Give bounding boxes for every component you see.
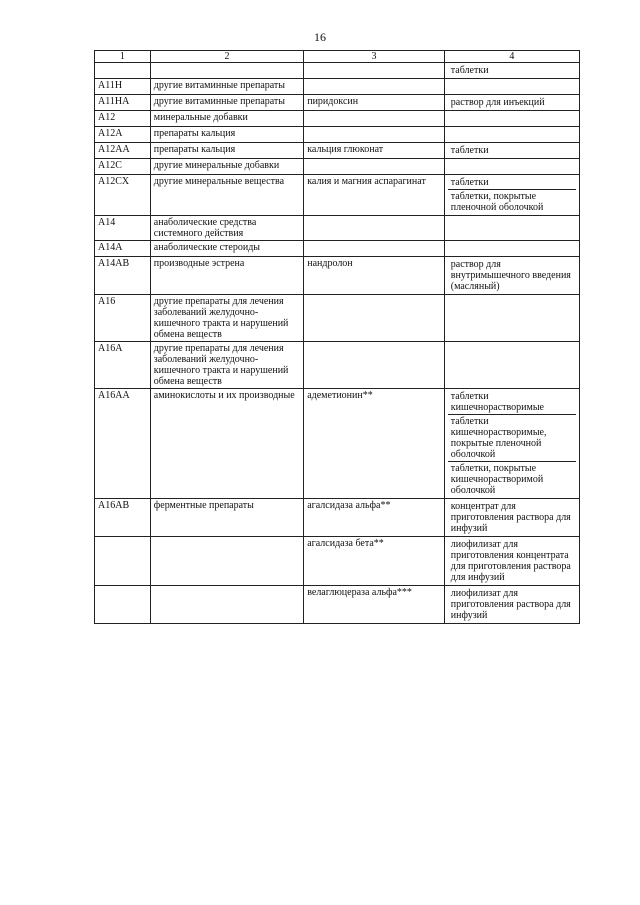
group-name-cell	[150, 63, 303, 79]
table-row	[95, 389, 580, 499]
dosage-form: таблетки, покрытые пленочной оболочкой	[448, 189, 576, 214]
table-row	[95, 586, 580, 624]
dosage-form	[448, 343, 576, 356]
column-header-4: 4	[444, 51, 579, 63]
group-name-cell: минеральные добавки	[150, 111, 303, 127]
dosage-form-cell	[444, 241, 579, 257]
substance-cell: калия и магния аспарагинат	[304, 175, 445, 216]
substance-cell: агалсидаза бета**	[304, 537, 445, 586]
atc-code-cell: A16A	[95, 342, 151, 389]
dosage-form-cell	[444, 95, 579, 111]
dosage-form-cell	[444, 537, 579, 586]
dosage-form: таблетки	[450, 145, 489, 156]
atc-code-cell: A16AA	[95, 389, 151, 499]
group-name-cell: другие витаминные препараты	[150, 95, 303, 111]
dosage-form: раствор для внутримышечного введения (масляный)	[450, 259, 571, 292]
substance-cell	[304, 295, 445, 342]
substance-cell: велаглюцераза альфа***	[304, 586, 445, 624]
dosage-form-cell	[444, 159, 579, 175]
column-header-2: 2	[150, 51, 303, 63]
dosage-form-cell	[444, 257, 579, 295]
table-row	[95, 95, 580, 111]
atc-code-cell: A14	[95, 216, 151, 241]
group-name-cell: анаболические средства системного действия	[150, 216, 303, 241]
atc-code-cell: A14AB	[95, 257, 151, 295]
dosage-form	[448, 217, 576, 230]
group-name-cell: другие витаминные препараты	[150, 79, 303, 95]
dosage-form-cell	[444, 342, 579, 389]
substance-cell	[304, 159, 445, 175]
substance-cell: нандролон	[304, 257, 445, 295]
substance-cell	[304, 63, 445, 79]
atc-code-cell	[95, 537, 151, 586]
dosage-form-cell	[444, 63, 579, 79]
atc-code-cell: A12	[95, 111, 151, 127]
substance-cell: агалсидаза альфа**	[304, 499, 445, 537]
substance-cell	[304, 216, 445, 241]
dosage-form-cell	[444, 143, 579, 159]
group-name-cell: анаболические стероиды	[150, 241, 303, 257]
table-row	[95, 499, 580, 537]
table-header	[95, 51, 580, 63]
dosage-form	[448, 80, 576, 93]
substance-cell	[304, 79, 445, 95]
dosage-form: концентрат для приготовления раствора для инфузий	[450, 501, 571, 534]
dosage-form: таблетки	[450, 65, 489, 76]
substance-cell	[304, 342, 445, 389]
group-name-cell: препараты кальция	[150, 143, 303, 159]
group-name-cell: производные эстрена	[150, 257, 303, 295]
drug-table	[94, 50, 580, 624]
group-name-cell: другие минеральные вещества	[150, 175, 303, 216]
dosage-form-cell	[444, 295, 579, 342]
group-name-cell: ферментные препараты	[150, 499, 303, 537]
substance-cell: кальция глюконат	[304, 143, 445, 159]
atc-code-cell: A12C	[95, 159, 151, 175]
table-row	[95, 257, 580, 295]
atc-code-cell: A11H	[95, 79, 151, 95]
atc-code-cell	[95, 586, 151, 624]
dosage-form	[448, 296, 576, 309]
atc-code-cell: A12AA	[95, 143, 151, 159]
dosage-form: таблетки	[450, 177, 489, 188]
substance-cell: пиридоксин	[304, 95, 445, 111]
dosage-form: таблетки, покрытые кишечнорастворимой оболочкой	[448, 461, 576, 497]
table-row	[95, 63, 580, 79]
dosage-form	[448, 160, 576, 173]
atc-code-cell: A12A	[95, 127, 151, 143]
group-name-cell: аминокислоты и их производные	[150, 389, 303, 499]
table-row	[95, 175, 580, 216]
table-row	[95, 537, 580, 586]
dosage-form: лиофилизат для приготовления раствора для инфузий	[450, 588, 571, 621]
dosage-form-cell	[444, 216, 579, 241]
table-body	[95, 63, 580, 624]
substance-cell: адеметионин**	[304, 389, 445, 499]
dosage-form-cell	[444, 586, 579, 624]
table-row	[95, 79, 580, 95]
dosage-form	[448, 242, 576, 255]
atc-code-cell: A16AB	[95, 499, 151, 537]
table-row	[95, 342, 580, 389]
group-name-cell: другие препараты для лечения заболеваний желудочно-кишечного тракта и нарушений обмена веществ	[150, 342, 303, 389]
dosage-form: таблетки кишечнорастворимые	[450, 391, 544, 413]
atc-code-cell: A11HA	[95, 95, 151, 111]
substance-cell	[304, 241, 445, 257]
dosage-form: раствор для инъекций	[450, 97, 545, 108]
table-row	[95, 111, 580, 127]
dosage-form-cell	[444, 79, 579, 95]
atc-code-cell	[95, 63, 151, 79]
page-number: 16	[314, 30, 326, 44]
column-header-3: 3	[304, 51, 445, 63]
dosage-form-cell	[444, 499, 579, 537]
table-row	[95, 127, 580, 143]
substance-cell	[304, 127, 445, 143]
header-row	[95, 51, 580, 63]
table-row	[95, 241, 580, 257]
dosage-form-cell	[444, 111, 579, 127]
atc-code-cell: A12CX	[95, 175, 151, 216]
group-name-cell	[150, 586, 303, 624]
dosage-form	[448, 128, 576, 141]
group-name-cell: другие препараты для лечения заболеваний желудочно-кишечного тракта и нарушений обмена веществ	[150, 295, 303, 342]
dosage-form-cell	[444, 175, 579, 216]
table-row	[95, 143, 580, 159]
dosage-form: лиофилизат для приготовления концентрата для приготовления раствора для инфузий	[450, 539, 571, 583]
dosage-form-cell	[444, 389, 579, 499]
column-header-1: 1	[95, 51, 151, 63]
dosage-form	[448, 112, 576, 125]
table-row	[95, 216, 580, 241]
table-row	[95, 159, 580, 175]
group-name-cell: препараты кальция	[150, 127, 303, 143]
substance-cell	[304, 111, 445, 127]
atc-code-cell: A16	[95, 295, 151, 342]
group-name-cell	[150, 537, 303, 586]
atc-code-cell: A14A	[95, 241, 151, 257]
dosage-form: таблетки кишечнорастворимые, покрытые пленочной оболочкой	[448, 414, 576, 461]
dosage-form-cell	[444, 127, 579, 143]
table-row	[95, 295, 580, 342]
group-name-cell: другие минеральные добавки	[150, 159, 303, 175]
